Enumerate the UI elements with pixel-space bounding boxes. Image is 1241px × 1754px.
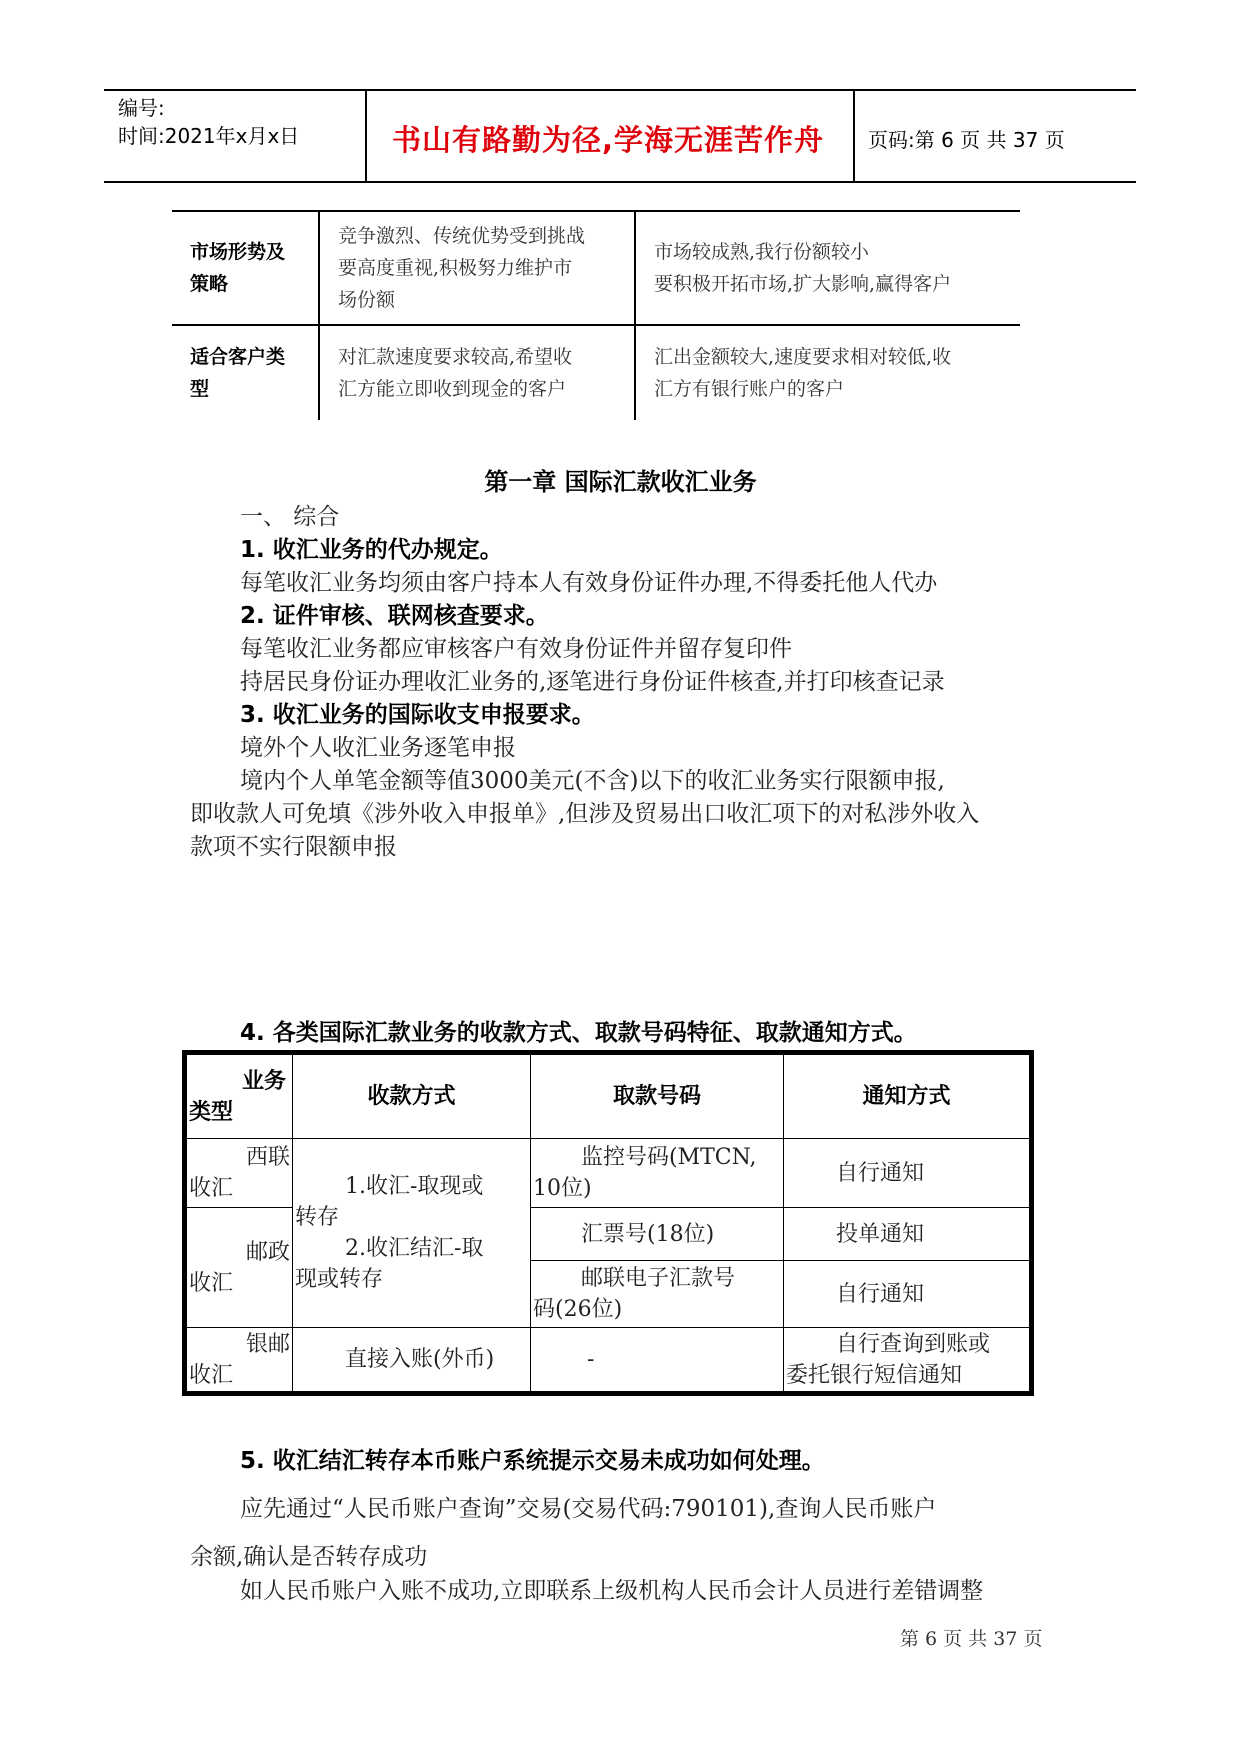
wu-notify: 自行通知 [784,1139,1030,1208]
table-cell [635,211,1020,325]
row-header-text: 市场形势及 [190,241,286,263]
cell-line: 邮政 [245,1239,290,1265]
shared-collection-method [293,1139,531,1328]
wu-code [531,1139,784,1208]
type-bank-postal [187,1328,293,1392]
bank-method: 直接入账(外币) [293,1328,531,1392]
item-heading-5: 5. 收汇结汇转存本币账户系统提示交易未成功如何处理。 [240,1448,825,1474]
cell-line: 自行查询到账或 [836,1331,991,1357]
cell-line: 汇方能立即收到现金的客户 [338,378,567,400]
table-row [172,211,1020,325]
postal-code-a: 汇票号(18位) [531,1208,784,1261]
cell-line: 竞争激烈、传统优势受到挑战 [338,225,586,247]
cell-line: 码(26位) [533,1297,623,1323]
bank-notify [784,1328,1030,1392]
cell-line: 西联 [245,1145,290,1171]
paragraph: 如人民币账户入账不成功,立即联系上级机构人民币会计人员进行差错调整 [240,1578,984,1604]
paragraph: 余额,确认是否转存成功 [190,1544,428,1570]
cell-line: 邮联电子汇款号 [581,1266,736,1292]
paragraph: 持居民身份证办理收汇业务的,逐笔进行身份证件核查,并打印核查记录 [240,669,945,695]
cell-line: 对汇款速度要求较高,希望收 [338,346,573,368]
paragraph: 境内个人单笔金额等值3000美元(不含)以下的收汇业务实行限额申报, [240,768,945,794]
paragraph: 每笔收汇业务均须由客户持本人有效身份证件办理,不得委托他人代办 [240,570,938,596]
postal-notify-b: 自行通知 [784,1261,1030,1328]
cell-line: 汇出金额较大,速度要求相对较低,收 [654,346,952,368]
header-motto: 书山有路勤为径,学海无涯苦作舟 [392,123,825,157]
paragraph: 应先通过“人民币账户查询”交易(交易代码:790101),查询人民币账户 [240,1496,937,1522]
cell-line: 汇方有银行账户的客户 [654,378,845,400]
header-text: 类型 [189,1099,234,1125]
cell-line: 要积极开拓市场,扩大影响,赢得客户 [654,273,952,295]
item-heading-2: 2. 证件审核、联网核查要求。 [240,603,549,629]
postal-notify-a: 投单通知 [784,1208,1030,1261]
cell-line: 监控号码(MTCN, [581,1145,757,1171]
paragraph: 款项不实行限额申报 [190,834,397,860]
row-header-text: 策略 [190,273,229,295]
cell-line: 委托银行短信通知 [786,1362,963,1388]
cell-line: 1.收汇-取现或 [345,1174,484,1200]
table-cell [319,325,635,420]
item-heading-3: 3. 收汇业务的国际收支申报要求。 [240,702,595,728]
table-header-row [187,1055,1030,1139]
header-top-rule [104,89,1136,91]
table-cell [635,325,1020,420]
header-business-type [187,1055,293,1139]
row-header-text: 型 [190,378,210,400]
cell-line: 银邮 [245,1331,290,1357]
header-divider-left [365,90,367,182]
cell-line: 转存 [295,1205,340,1231]
type-western-union [187,1139,293,1208]
remittance-methods-table [182,1050,1034,1396]
bank-code: - [531,1328,784,1392]
paragraph: 境外个人收汇业务逐笔申报 [240,735,516,761]
row-header-text: 适合客户类 [190,346,286,368]
chapter-title: 第一章 国际汇款收汇业务 [484,468,757,496]
paragraph: 每笔收汇业务都应审核客户有效身份证件并留存复印件 [240,636,792,662]
paragraph: 即收款人可免填《涉外收入申报单》,但涉及贸易出口收汇项下的对私涉外收入 [190,801,980,827]
table-cell [319,211,635,325]
cell-line: 收汇 [189,1176,234,1202]
header-text: 业务 [241,1068,286,1094]
comparison-table [172,210,1020,420]
item-heading-1: 1. 收汇业务的代办规定。 [240,537,503,563]
cell-line: 收汇 [189,1270,234,1296]
row-header-market [172,211,319,325]
type-postal [187,1208,293,1328]
cell-line: 10位) [533,1176,592,1202]
header-page-label: 页码:第 6 页 共 37 页 [868,128,1065,152]
page-footer: 第 6 页 共 37 页 [900,1628,1043,1650]
table-row [187,1328,1030,1392]
cell-line: 收汇 [189,1362,234,1388]
cell-line: 市场较成熟,我行份额较小 [654,241,870,263]
header-number-label: 编号: [118,96,165,120]
row-header-customer-type [172,325,319,420]
postal-code-b [531,1261,784,1328]
header-time-label: 时间:2021年x月x日 [118,124,300,148]
header-withdrawal-code: 取款号码 [531,1055,784,1139]
header-notification-method: 通知方式 [784,1055,1030,1139]
cell-line: 2.收汇结汇-取 [345,1236,484,1262]
section-heading: 一、 综合 [240,504,340,530]
header-divider-right [853,90,855,182]
item-heading-4: 4. 各类国际汇款业务的收款方式、取款号码特征、取款通知方式。 [240,1020,917,1046]
table-row [172,325,1020,420]
table-row [187,1139,1030,1208]
cell-line: 现或转存 [295,1267,384,1293]
header-bottom-rule [104,181,1136,183]
header-collection-method: 收款方式 [293,1055,531,1139]
cell-line: 要高度重视,积极努力维护市 [338,257,573,279]
cell-line: 场份额 [338,289,396,311]
